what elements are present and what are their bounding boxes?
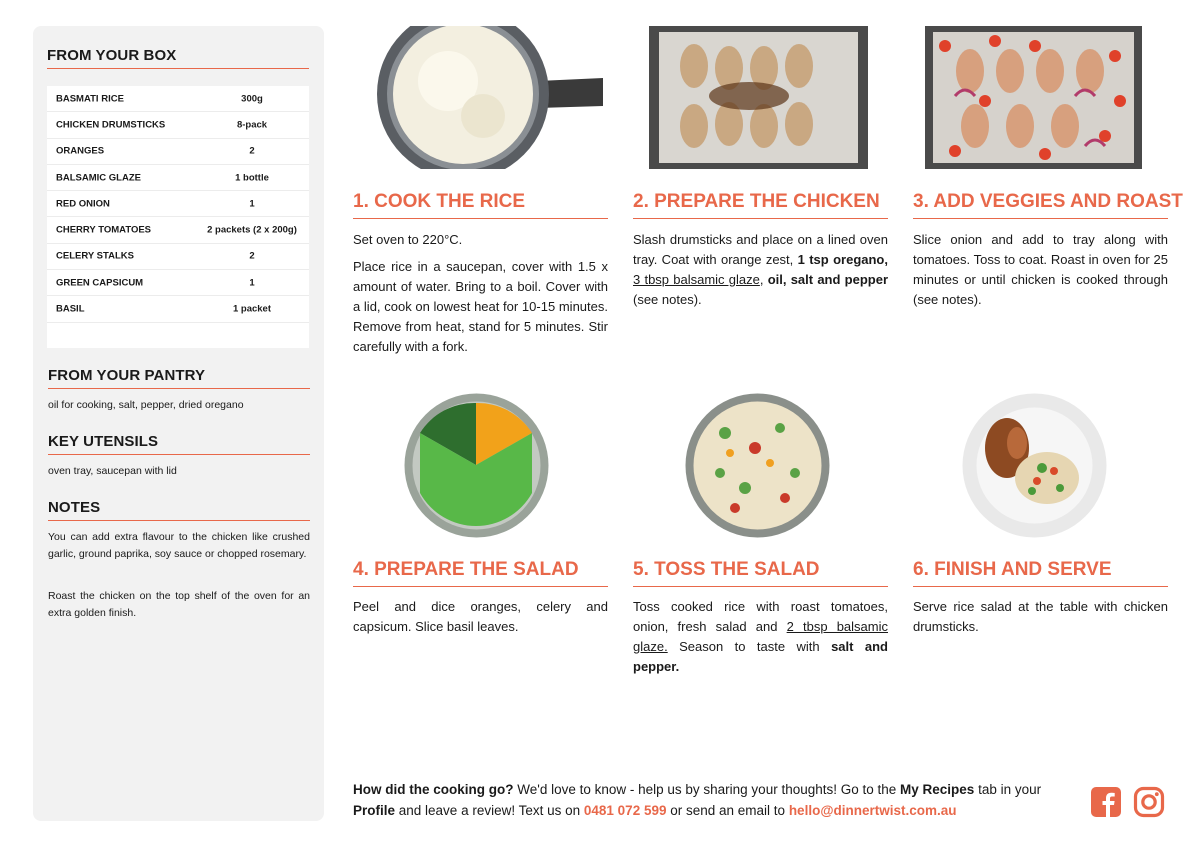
step-4-body: Peel and dice oranges, celery and capsicum. Slice basil leaves.: [353, 599, 608, 634]
step-5-underline-glaze: 2 tbsp balsamic glaze.: [633, 619, 888, 654]
box-ingredients-table: [47, 86, 309, 348]
step-1-para-2: Place rice in a saucepan, cover with 1.5 x amount of water. Bring to a boil. Cover with a lid, cook on lowest heat for 10-15 minutes. Remove from heat, stand for 5 minutes. Stir carefully with a fork.: [353, 259, 608, 354]
footer-question: How did the cooking go?: [353, 782, 514, 797]
step-2-underline-glaze: 3 tbsp balsamic glaze: [633, 272, 760, 287]
step-2-body: [633, 230, 888, 310]
key-utensils-heading: KEY UTENSILS: [48, 433, 310, 455]
phone-link[interactable]: 0481 072 599: [583, 803, 667, 818]
notes-heading: NOTES: [48, 499, 310, 521]
step-2-text-3: (see notes).: [633, 292, 702, 307]
step-2-bold-oil: oil, salt and pepper: [767, 272, 889, 287]
footer-text-1: We'd love to know - help us by sharing your thoughts! Go to the: [513, 782, 901, 797]
ingredients-sidebar: [33, 26, 324, 821]
step-6-body: Serve rice salad at the table with chicken drumsticks.: [913, 599, 1168, 634]
step-5-body: [633, 597, 888, 677]
salad-ingredients-photo: [404, 393, 549, 538]
step-2-bold-oregano: 1 tsp oregano,: [797, 252, 888, 267]
facebook-icon[interactable]: [1090, 786, 1122, 818]
table-row: [47, 139, 309, 165]
ingredient-qty: 300g: [241, 93, 263, 105]
from-your-box-heading: FROM YOUR BOX: [47, 47, 309, 69]
rice-saucepan-photo: [353, 26, 608, 169]
ingredient-name: RED ONION: [56, 198, 110, 210]
step-5-bold-seasoning: salt and pepper.: [633, 639, 888, 674]
step-3-title: 3. ADD VEGGIES AND ROAST: [913, 191, 1168, 219]
step-2-title: 2. PREPARE THE CHICKEN: [633, 191, 888, 219]
note-1: You can add extra flavour to the chicken like crushed garlic, ground paprika, soy sauce or chopped rosemary.: [48, 531, 310, 560]
note-2: Roast the chicken on the top shelf of the oven for an extra golden finish.: [48, 590, 310, 619]
utensils-text: oven tray, saucepan with lid: [48, 465, 177, 477]
ingredient-name: CHERRY TOMATOES: [56, 224, 152, 236]
ingredient-qty: 1: [249, 198, 255, 210]
table-row: [47, 165, 309, 191]
email-link[interactable]: hello@dinnertwist.com.au: [788, 803, 957, 818]
table-row: [47, 296, 309, 322]
ingredient-qty: 8-pack: [236, 119, 268, 131]
footer-text-4: or send an email to: [666, 803, 789, 818]
ingredient-qty: 2 packets (2 x 200g): [207, 224, 297, 236]
step-1-para-1: Set oven to 220°C.: [353, 232, 463, 247]
chicken-tray-photo: [649, 26, 868, 169]
pantry-text: oil for cooking, salt, pepper, dried oregano: [48, 399, 244, 411]
step-4-title: 4. PREPARE THE SALAD: [353, 559, 608, 587]
ingredient-name: GREEN CAPSICUM: [56, 277, 144, 289]
step-6-title: 6. FINISH AND SERVE: [913, 559, 1168, 587]
step-3-body: Slice onion and add to tray along with tomatoes. Toss to coat. Roast in oven for 25 minutes or until chicken is cooked through (see notes).: [913, 232, 1168, 307]
ingredient-qty: 1 bottle: [235, 172, 269, 184]
step-1-title: 1. COOK THE RICE: [353, 191, 608, 219]
step-2-text-2: ,: [759, 272, 768, 287]
ingredient-qty: 2: [249, 145, 255, 157]
my-recipes-link[interactable]: My Recipes: [900, 782, 975, 797]
tossed-salad-photo: [685, 393, 830, 538]
step-5-text-2: Season to taste with: [667, 639, 832, 654]
ingredient-name: CHICKEN DRUMSTICKS: [56, 119, 166, 131]
ingredient-name: BASMATI RICE: [56, 93, 124, 105]
ingredient-name: CELERY STALKS: [56, 250, 134, 262]
finished-dish-photo: [962, 393, 1107, 538]
table-row: [47, 218, 309, 244]
footer-text-3: and leave a review! Text us on: [395, 803, 584, 818]
feedback-footer: [353, 779, 1073, 821]
table-row: [47, 112, 309, 138]
table-row: [47, 191, 309, 217]
roast-veggies-photo: [925, 26, 1142, 169]
instagram-icon[interactable]: [1133, 786, 1165, 818]
table-row: [47, 86, 309, 112]
footer-text-2: tab in your: [974, 782, 1042, 797]
ingredient-qty: 1: [249, 277, 255, 289]
table-row: [47, 270, 309, 296]
profile-link[interactable]: Profile: [353, 803, 396, 818]
step-5-title: 5. TOSS THE SALAD: [633, 559, 888, 587]
ingredient-name: BALSAMIC GLAZE: [56, 172, 141, 184]
ingredient-name: BASIL: [56, 303, 85, 315]
step-5-text-1: Toss cooked rice with roast tomatoes, onion, fresh salad and: [633, 599, 888, 634]
from-your-pantry-heading: FROM YOUR PANTRY: [48, 367, 310, 389]
ingredient-qty: 1 packet: [232, 303, 272, 315]
table-row: [47, 244, 309, 270]
ingredient-qty: 2: [249, 250, 255, 262]
step-2-text-1: Slash drumsticks and place on a lined oven tray. Coat with orange zest,: [633, 232, 888, 267]
ingredient-name: ORANGES: [56, 145, 105, 157]
step-1-body: [353, 230, 608, 357]
